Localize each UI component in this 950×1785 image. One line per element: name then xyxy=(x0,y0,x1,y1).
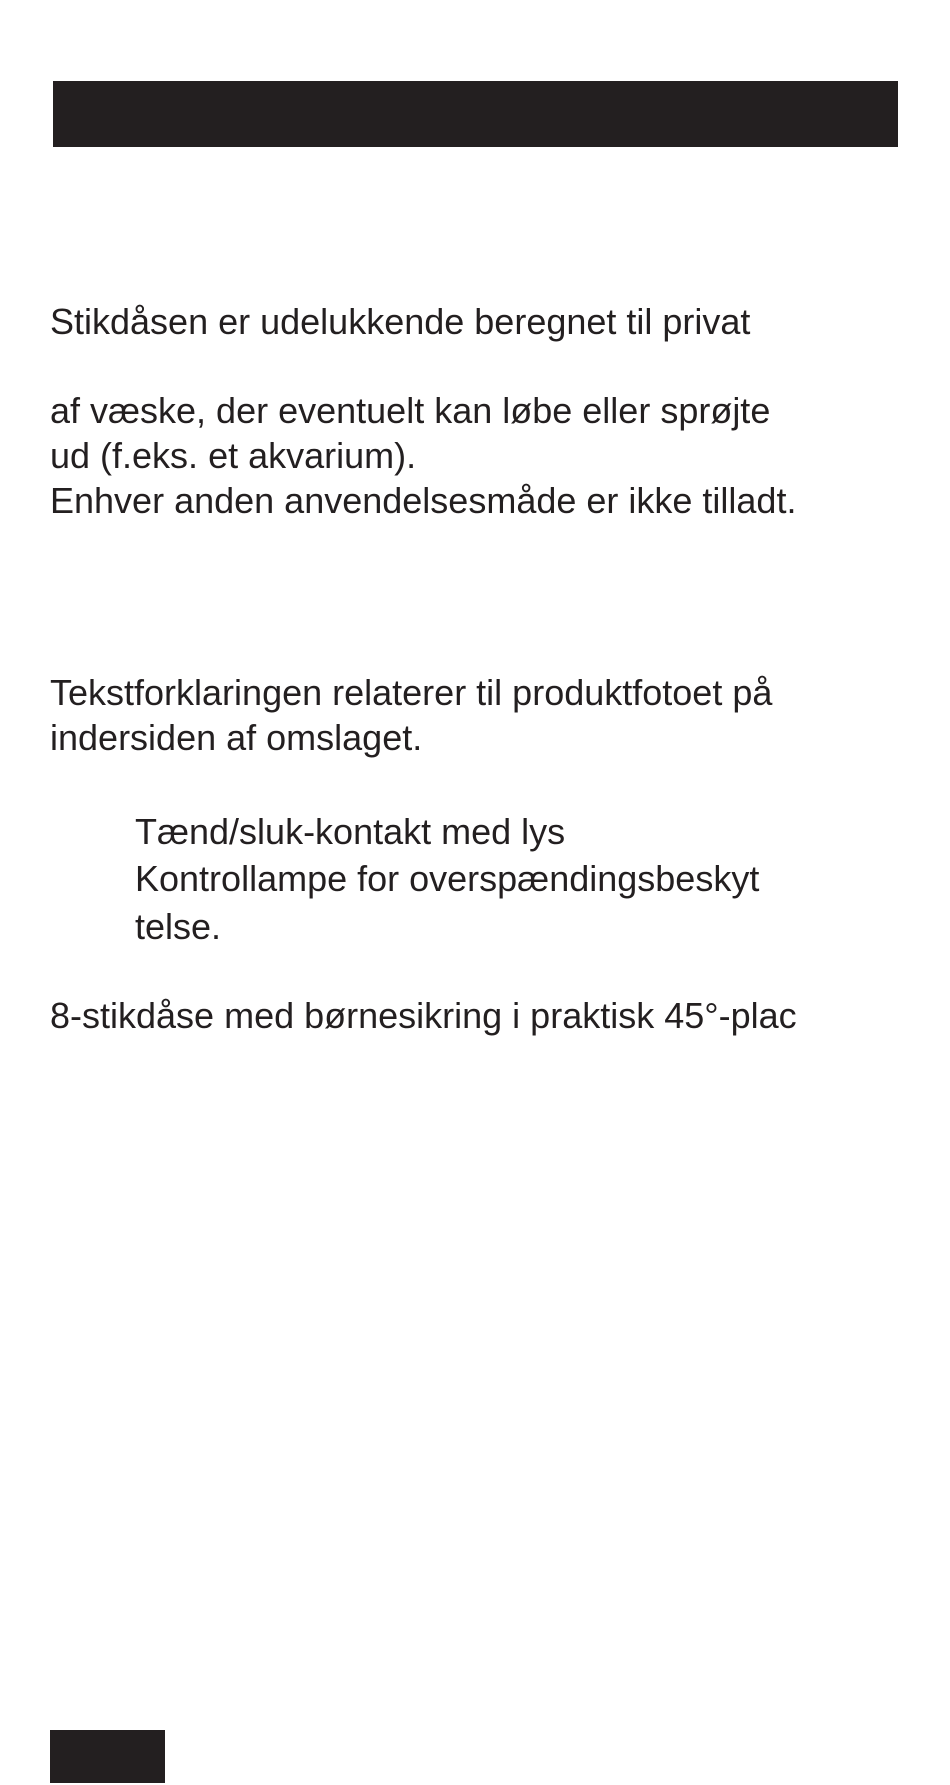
intro-line-3: ud (f.eks. et akvarium). xyxy=(50,435,417,476)
intro-line-4: Enhver anden anvendelsesmåde er ikke tilladt. xyxy=(50,480,797,521)
legend-item-2-continued: telse. xyxy=(135,906,222,947)
header-bar xyxy=(53,81,898,147)
legend-item-2: Kontrollampe for overspændingsbeskyt xyxy=(135,858,760,899)
legend-line-1: Tekstforklaringen relaterer til produktfotoet på xyxy=(50,672,773,713)
page-number-tab xyxy=(50,1730,165,1783)
feature-line-1: 8-stikdåse med børnesikring i praktisk 45°-plac xyxy=(50,995,797,1036)
legend-item-1: Tænd/sluk-kontakt med lys xyxy=(135,811,566,852)
intro-line-2: af væske, der eventuelt kan løbe eller sprøjte xyxy=(50,390,771,431)
legend-line-2: indersiden af omslaget. xyxy=(50,717,423,758)
intro-line-1: Stikdåsen er udelukkende beregnet til privat xyxy=(50,301,751,342)
